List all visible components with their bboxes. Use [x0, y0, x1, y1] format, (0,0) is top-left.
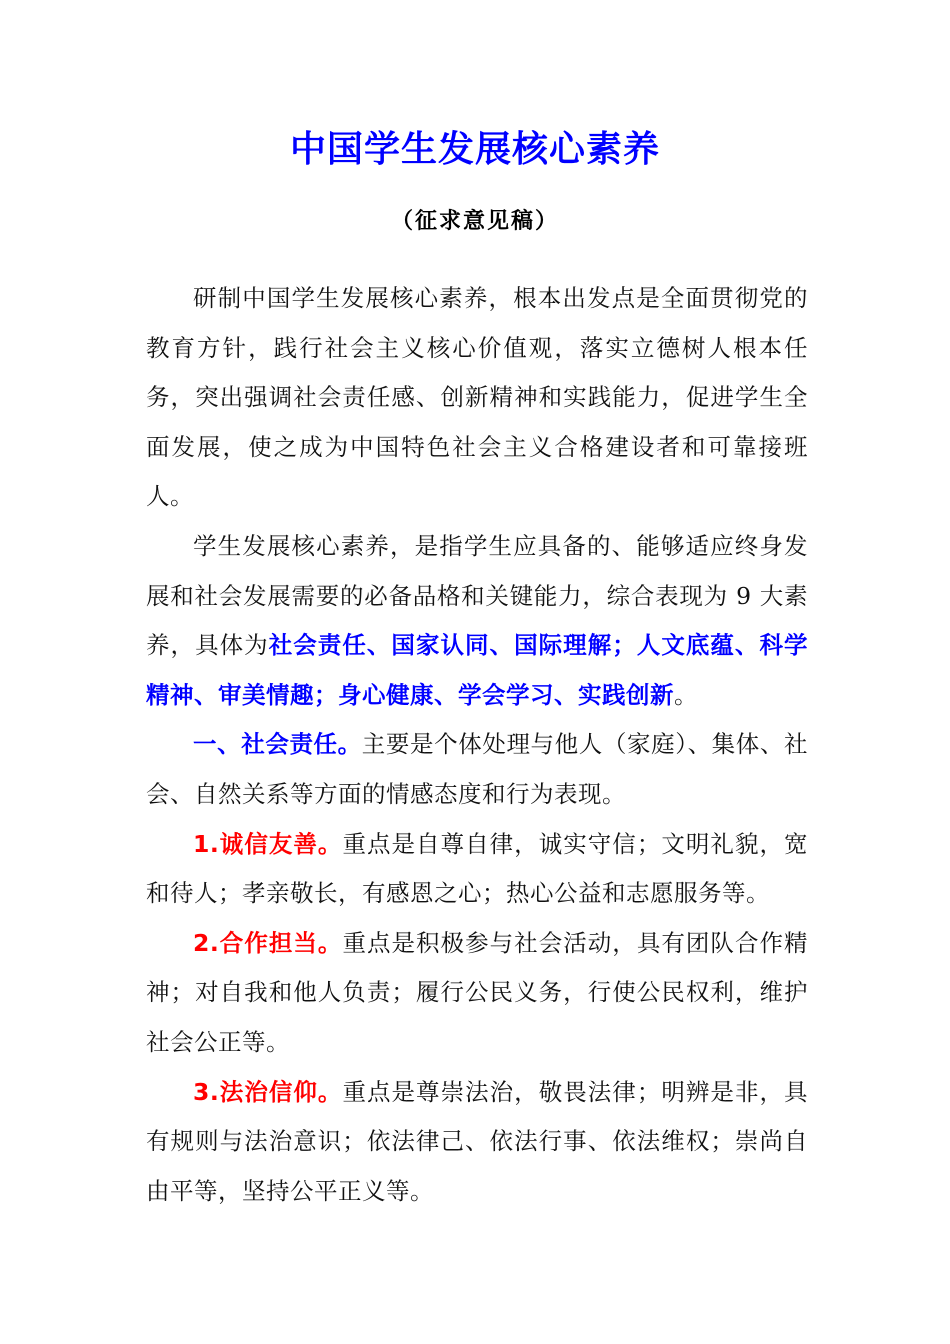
paragraph-intro [146, 274, 808, 522]
item-rule-of-law-text: 重点是尊崇法治，敬畏法律；明辨是非，具有规则与法治意识；依法律己、依法行事、依法维权；崇尚自由平等，坚持公平正义等。 [146, 1077, 809, 1205]
core-literacy-list: 社会责任、国家认同、国际理解；人文底蕴、科学精神、审美情趣；身心健康、学会学习、实践创新 [146, 631, 809, 709]
paragraph-core-literacy-text: 学生发展核心素养，是指学生应具备的、能够适应终身发展和社会发展需要的必备品格和关键能力，综合表现为 9 大素养，具体为 [146, 531, 808, 660]
document-subtitle: （征求意见稿） [390, 209, 559, 234]
section-social-responsibility [146, 720, 808, 819]
paragraph-intro-text: 研制中国学生发展核心素养，根本出发点是全面贯彻党的教育方针，践行社会主义核心价值观，落实立德树人根本任务，突出强调社会责任感、创新精神和实践能力，促进学生全面发展，使之成为中国特色社会主义合格建设者和可靠接班人。 [146, 284, 808, 511]
item-cooperation-text: 重点是积极参与社会活动，具有团队合作精神；对自我和他人负责；履行公民义务，行使公民权利，维护社会公正等。 [146, 928, 809, 1056]
item-rule-of-law-heading: 3.法治信仰。 [193, 1077, 343, 1106]
item-integrity-text: 重点是自尊自律，诚实守信；文明礼貌，宽和待人；孝亲敬长，有感恩之心；热心公益和志愿服务等。 [146, 829, 809, 908]
section-social-responsibility-heading: 一、社会责任。 [193, 730, 362, 759]
item-cooperation [146, 919, 808, 1068]
item-rule-of-law [146, 1068, 808, 1217]
document-body [146, 274, 808, 1216]
item-integrity-heading: 1.诚信友善。 [193, 829, 343, 858]
section-social-responsibility-text: 主要是个体处理与他人（家庭）、集体、社会、自然关系等方面的情感态度和行为表现。 [146, 730, 809, 808]
paragraph-core-literacy-end: 。 [674, 680, 698, 709]
item-cooperation-heading: 2.合作担当。 [193, 928, 343, 957]
item-integrity [146, 820, 808, 919]
paragraph-core-literacy [146, 522, 808, 720]
document-title: 中国学生发展核心素养 [289, 129, 660, 170]
